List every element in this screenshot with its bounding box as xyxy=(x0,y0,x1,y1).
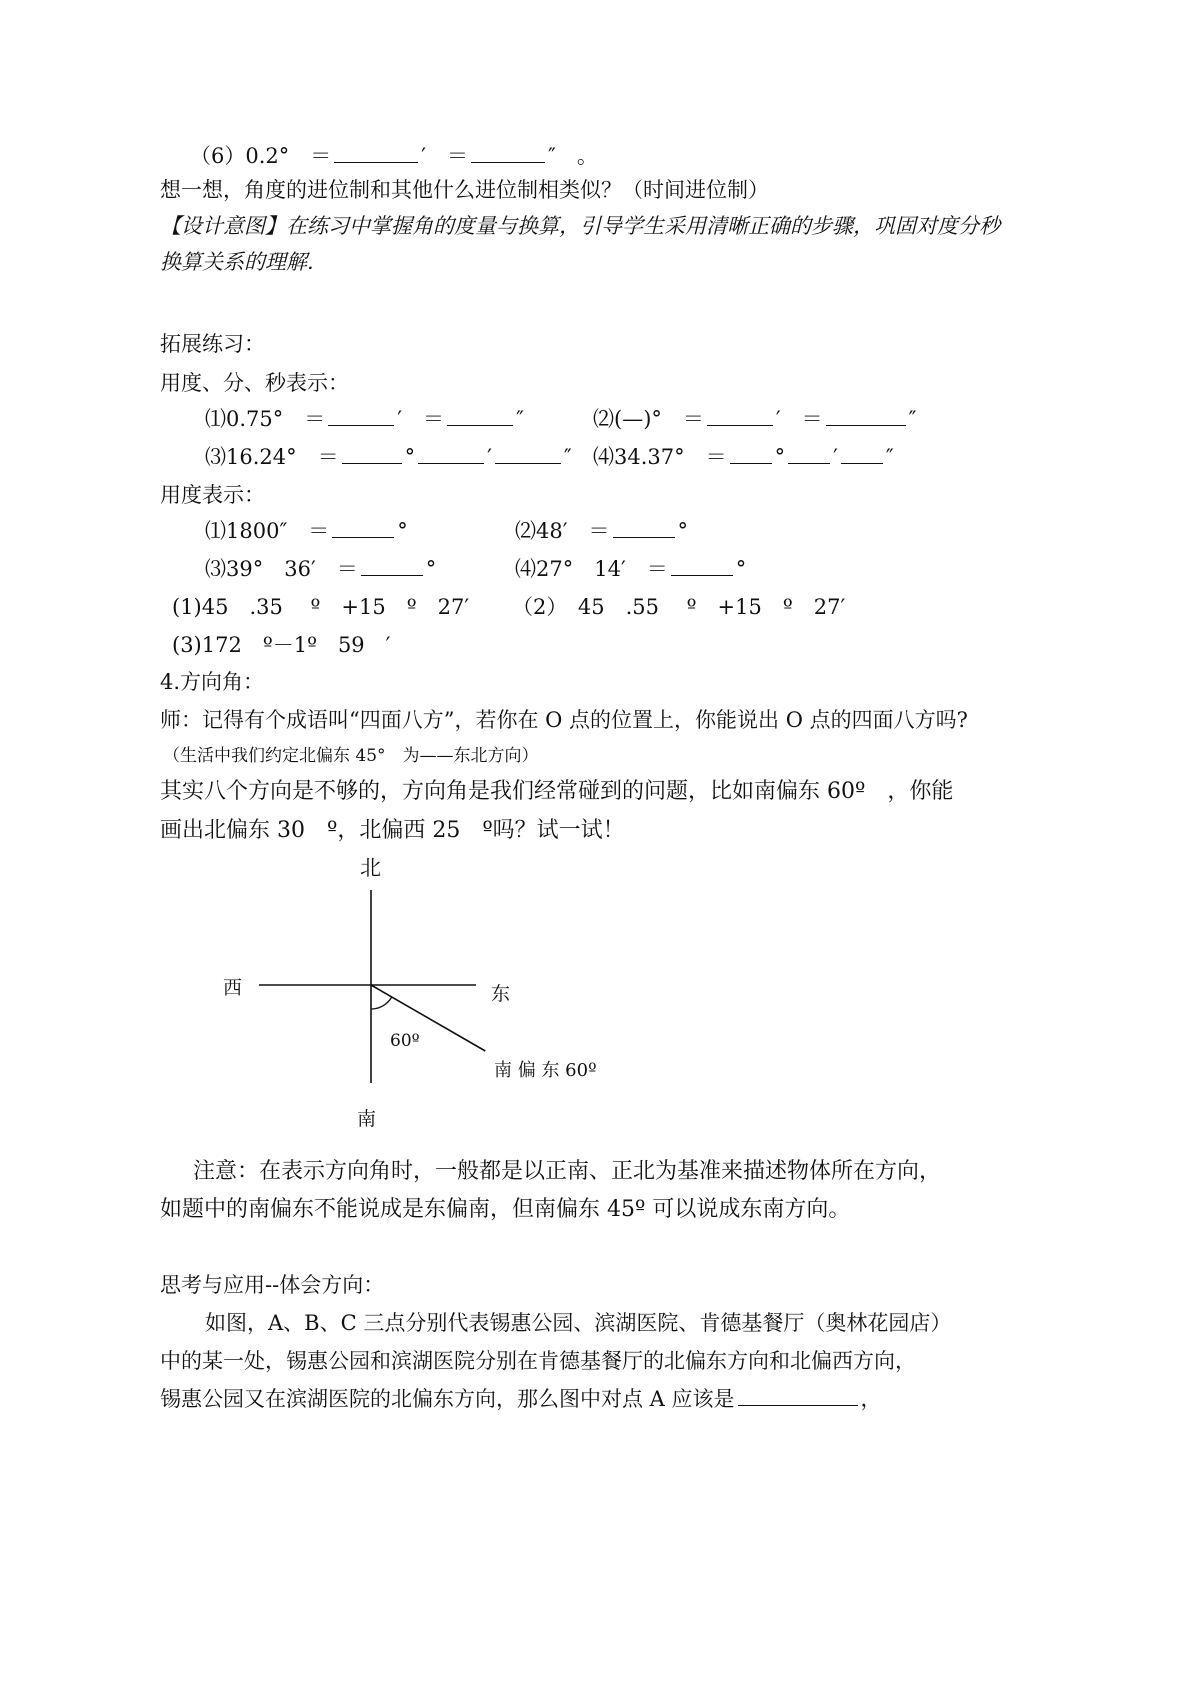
dms-1-text: ⑴0.75° ＝ xyxy=(205,407,326,431)
think-question: 想一想，角度的进位制和其他什么进位制相类似？（时间进位制） xyxy=(160,178,769,202)
calc-exercise-2: （2） 45 .55 º +15 º 27′ xyxy=(512,595,846,619)
degree-sign: ° xyxy=(425,557,437,581)
answer-blank xyxy=(738,1385,858,1406)
paragraph-line1: 其实八个方向是不够的，方向角是我们经常碰到的问题，比如南偏东 60º ，你能 xyxy=(160,779,954,804)
dms-2-text: ⑵(—)° ＝ xyxy=(593,407,704,431)
convention-note: （生活中我们约定北偏东 45° 为——东北方向） xyxy=(163,746,539,766)
minute-sign: ′ ＝ xyxy=(775,407,823,431)
application-line3 xyxy=(160,1385,882,1413)
minute-sign: ′ ＝ xyxy=(397,407,445,431)
degree-4-text: ⑷27° 14′ ＝ xyxy=(515,557,668,581)
minute-sign: ′ xyxy=(833,445,838,469)
second-sign: ″ xyxy=(885,445,894,469)
extension-title: 拓展练习： xyxy=(160,332,265,356)
angle-arc xyxy=(371,997,392,1009)
dms-title: 用度、分、秒表示： xyxy=(160,371,349,395)
degree-sign: ° xyxy=(774,445,786,469)
thinking-application-title: 思考与应用--体会方向： xyxy=(160,1273,385,1297)
attention-line1: 注意：在表示方向角时，一般都是以正南、正北为基准来描述物体所在方向， xyxy=(193,1159,942,1184)
second-sign: ″ 。 xyxy=(548,144,598,168)
design-intent-line2: 换算关系的理解. xyxy=(160,250,314,274)
minute-sign: ′ ＝ xyxy=(421,144,469,168)
southeast-ray xyxy=(371,985,485,1051)
degree-sign: ° xyxy=(404,445,416,469)
angle-label: 60º xyxy=(390,1031,420,1051)
application-line1: 如图，A、B、C 三点分别代表锡惠公园、滨湖医院、肯德基餐厅（奥林花园店） xyxy=(205,1311,952,1335)
degree-3-text: ⑶39° 36′ ＝ xyxy=(205,557,358,581)
degree-1-text: ⑴1800″ ＝ xyxy=(205,519,330,543)
design-intent-line1: 【设计意图】在练习中掌握角的度量与换算，引导学生采用清晰正确的步骤，巩固对度分秒 xyxy=(160,214,1000,238)
south-label: 南 xyxy=(357,1108,377,1130)
calc-exercise-3: (3)172 º－1º 59 ′ xyxy=(172,633,391,657)
section-4-title: 4.方向角： xyxy=(160,670,265,694)
degree-title: 用度表示： xyxy=(160,483,265,507)
exercise-6-text: （6）0.2° ＝ xyxy=(190,144,332,168)
application-line3-text: 锡惠公园又在滨湖医院的北偏东方向，那么图中对点 A 应该是 xyxy=(160,1387,735,1411)
west-label: 西 xyxy=(223,977,243,999)
ray-label: 南 偏 东 60º xyxy=(494,1060,597,1081)
minute-sign: ′ xyxy=(487,445,492,469)
north-label: 北 xyxy=(360,856,381,880)
east-label: 东 xyxy=(491,983,511,1005)
second-sign: ″ xyxy=(563,445,572,469)
degree-sign: ° xyxy=(677,519,688,543)
dms-4-text: ⑷34.37° ＝ xyxy=(593,445,727,469)
degree-2-text: ⑵48′ ＝ xyxy=(515,519,610,543)
degree-sign: ° xyxy=(735,557,747,581)
teacher-question: 师：记得有个成语叫“四面八方”，若你在 O 点的位置上，你能说出 O 点的四面八方吗? xyxy=(160,708,968,732)
second-sign: ″ xyxy=(908,407,917,431)
paragraph-line2: 画出北偏东 30 º，北偏西 25 º吗？试一试！ xyxy=(160,818,625,843)
attention-line2: 如题中的南偏东不能说成是东偏南，但南偏东 45º 可以说成东南方向。 xyxy=(160,1197,851,1222)
dms-3-text: ⑶16.24° ＝ xyxy=(205,445,339,469)
degree-sign: ° xyxy=(397,519,408,543)
application-line2: 中的某一处，锡惠公园和滨湖医院分别在肯德基餐厅的北偏东方向和北偏西方向， xyxy=(160,1349,916,1373)
calc-exercise-1: (1)45 .35 º +15 º 27′ xyxy=(172,595,470,619)
comma: ， xyxy=(860,1387,882,1411)
second-sign: ″ xyxy=(516,407,524,431)
